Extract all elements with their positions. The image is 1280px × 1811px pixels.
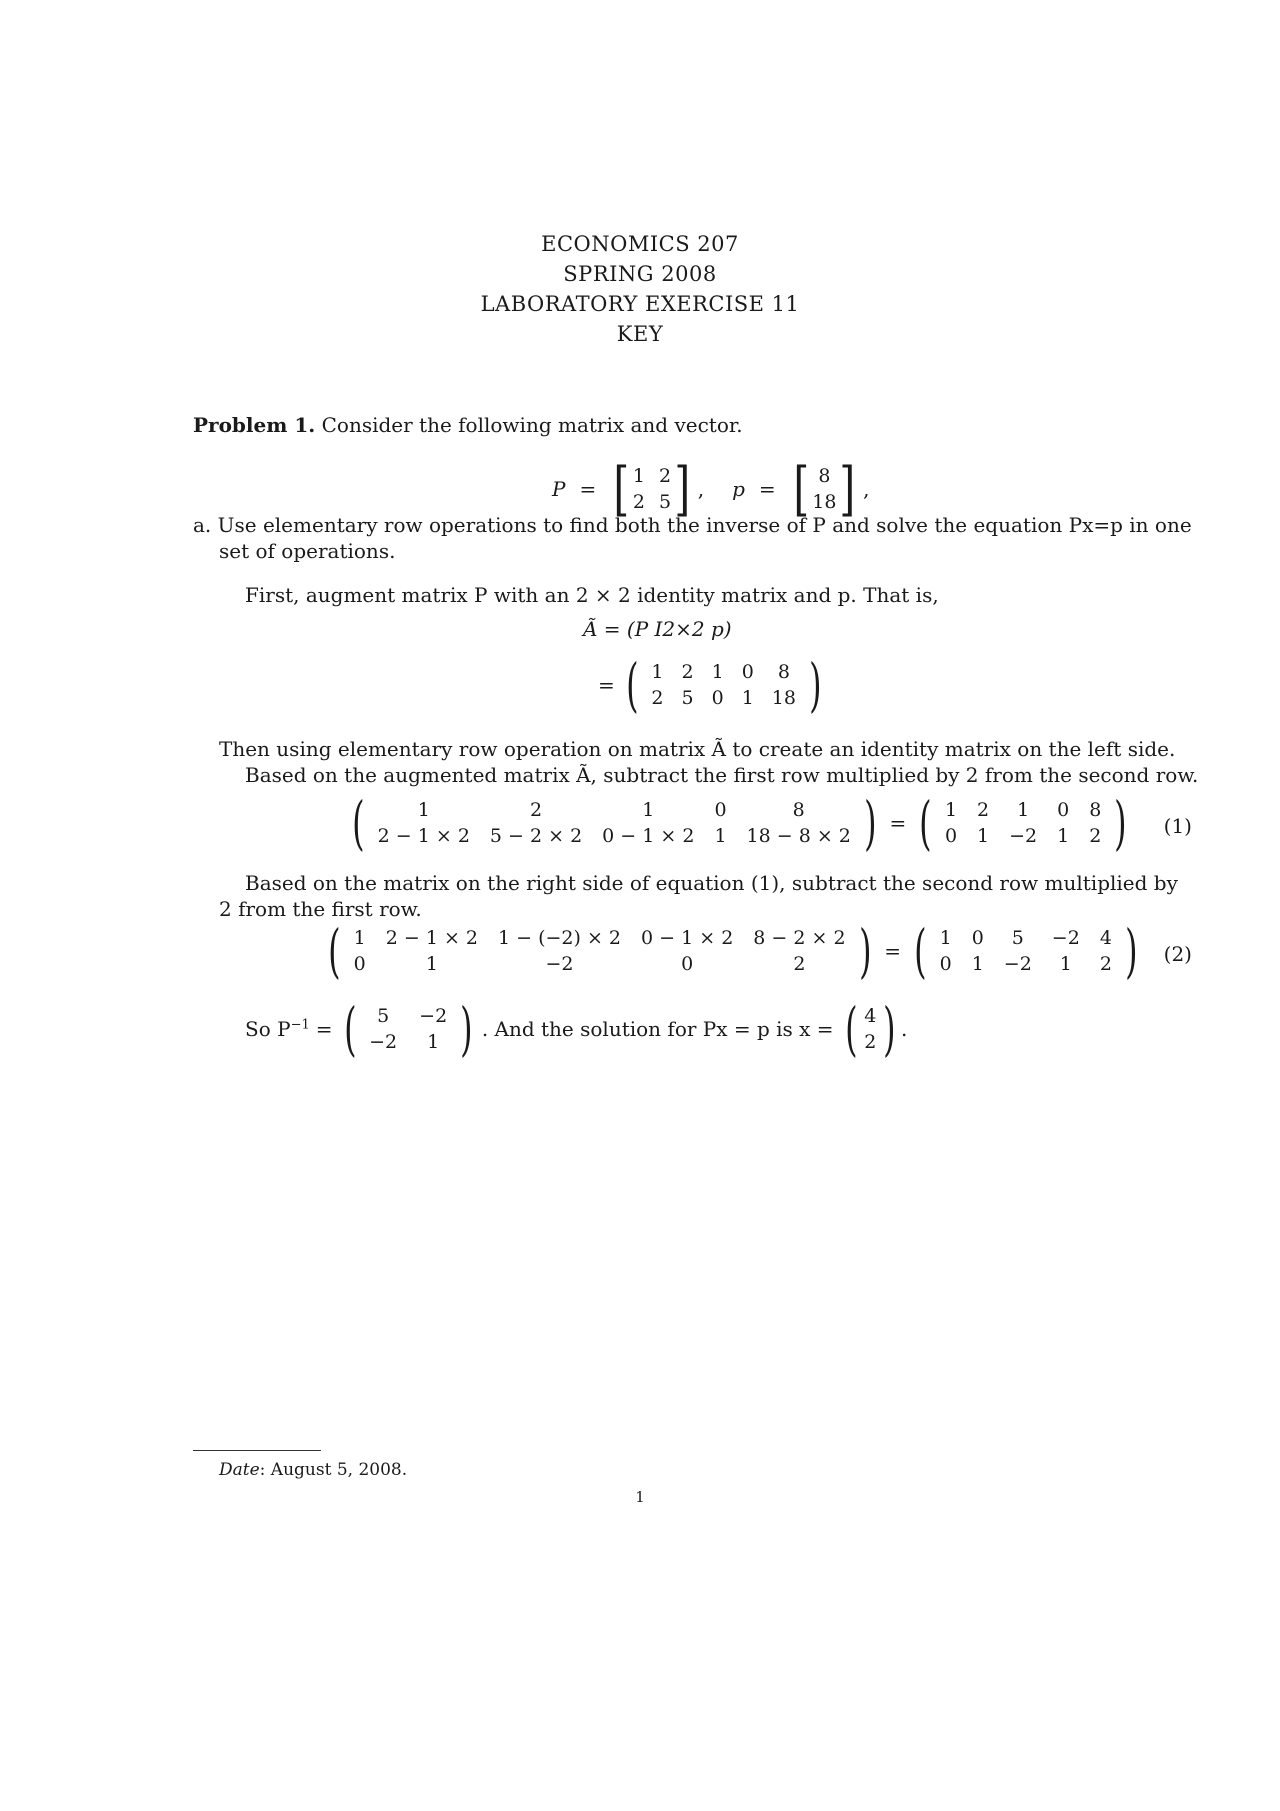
matrix-P — [633, 465, 671, 513]
matrix-cell: 5 — [1011, 927, 1024, 949]
title-course: ECONOMICS 207 — [541, 232, 739, 256]
matrix-cell: 5 — [658, 491, 672, 513]
step4-text: Based on the matrix on the right side of equation (1), subtract the second row multiplied by 2 from the first row. — [219, 871, 1178, 921]
matrix-cell: 2 — [681, 661, 694, 683]
part-a-question: a. Use elementary row operations to find both the inverse of P and solve the equation Px=p in one set of operations. — [193, 513, 1192, 563]
matrix-cell: 1 — [353, 927, 366, 949]
matrix-cell: 1 — [1057, 825, 1070, 847]
matrix-cell: 5 — [681, 687, 694, 709]
equation-1-number: (1) — [1163, 814, 1192, 838]
matrix-cell: 0 — [944, 825, 958, 847]
matrix-cell: 18 — [812, 491, 837, 513]
eq1-left-matrix — [370, 799, 859, 847]
matrix-cell: 2 — [529, 799, 543, 821]
matrix-cell: 4 — [864, 1005, 877, 1027]
matrix-cell: 1 — [971, 953, 984, 975]
matrix-cell: 8 − 2 × 2 — [753, 927, 846, 949]
matrix-cell: 2 — [658, 465, 672, 487]
matrix-cell: 8 — [818, 465, 831, 487]
matrix-cell: 1 — [632, 465, 645, 487]
matrix-cell: −2 — [369, 1031, 398, 1053]
matrix-cell: 1 — [741, 687, 754, 709]
matrix-cell: 2 — [864, 1031, 877, 1053]
step1-text: First, augment matrix P with an 2 × 2 identity matrix and p. That is, — [245, 583, 939, 607]
matrix-cell: 5 − 2 × 2 — [489, 825, 583, 847]
matrix-cell: 18 — [771, 687, 796, 709]
matrix-cell: 2 — [1099, 953, 1112, 975]
matrix-cell: 1 — [425, 953, 438, 975]
matrix-cell: 1 — [977, 825, 990, 847]
title-exercise: LABORATORY EXERCISE 11 — [480, 292, 800, 316]
augmented-matrix: = ( 1 2 1 0 8 2 5 0 1 18 ) — [598, 651, 822, 719]
matrix-cell: 1 — [714, 825, 727, 847]
page-number: 1 — [635, 1488, 645, 1506]
matrix-cell: −2 — [545, 953, 574, 975]
matrix-cell: 0 — [353, 953, 366, 975]
matrix-cell: 1 − (−2) × 2 — [498, 927, 622, 949]
matrix-cell: 0 — [971, 927, 984, 949]
matrix-cell: −2 — [1003, 953, 1032, 975]
problem-label: Problem 1. — [193, 413, 316, 437]
matrix-cell: −2 — [1051, 927, 1080, 949]
inverse-and-solution: So $P^{-1}$ = ( 5 −2 −2 1 ) . And the solution for Px = p is x = ( 4 2 ) . — [245, 995, 908, 1063]
matrix-cell: 0 − 1 × 2 — [602, 825, 695, 847]
matrix-cell: 1 — [944, 799, 958, 821]
matrix-cell: 1 — [939, 927, 952, 949]
matrix-cell: 0 — [714, 799, 727, 821]
inverse-lead: So $P^{-1}$ — [245, 1017, 310, 1041]
matrix-cell: 0 — [681, 953, 694, 975]
matrix-cell: 2 — [793, 953, 806, 975]
matrix-cell: −2 — [1009, 825, 1038, 847]
problem-intro-text: Consider the following matrix and vector. — [321, 413, 743, 437]
eq2-left-matrix — [346, 927, 854, 975]
inverse-matrix — [361, 1005, 455, 1053]
matrix-cell: 2 — [632, 491, 645, 513]
matrix-cell: 0 — [1057, 799, 1070, 821]
augmented-definition: Ã = (P I2×2 p) — [583, 617, 732, 641]
eq1-right-matrix — [937, 799, 1109, 847]
step3-text: Based on the augmented matrix Ã, subtract the first row multiplied by 2 from the second row. — [245, 763, 1199, 787]
matrix-cell: 1 — [417, 799, 430, 821]
matrix-cell: 1 — [427, 1031, 440, 1053]
equation-2: ( 1 2 − 1 × 2 1 − (−2) × 2 0 − 1 × 2 8 − 2 × 2 0 1 −2 0 2 ) = ( 1 0 5 −2 4 0 1 −2 1 2 ) — [328, 917, 1138, 985]
matrix-cell: 0 — [939, 953, 952, 975]
matrix-cell: 2 — [977, 799, 990, 821]
footnote-rule — [193, 1450, 321, 1451]
matrix-cell: 1 — [1017, 799, 1030, 821]
step2-text: Then using elementary row operation on matrix Ã to create an identity matrix on the left side. — [219, 737, 1176, 761]
matrix-cell: 1 — [651, 661, 664, 683]
equation-1: ( 1 2 1 0 8 2 − 1 × 2 5 − 2 × 2 0 − 1 × 2 1 18 − 8 × 2 ) = ( 1 2 1 0 8 0 1 −2 1 2 ) — [352, 789, 1127, 857]
matrix-cell: 0 — [711, 687, 724, 709]
P-symbol: P — [552, 477, 566, 501]
matrix-cell: 2 — [1089, 825, 1102, 847]
problem-intro — [193, 412, 743, 438]
matrix-cell: 2 − 1 × 2 — [385, 927, 478, 949]
matrix-cell: 2 − 1 × 2 — [377, 825, 470, 847]
footnote-date: Date: August 5, 2008. — [219, 1460, 408, 1480]
p-symbol: p — [732, 477, 745, 501]
matrix-cell: 1 — [642, 799, 655, 821]
matrix-cell: 2 — [651, 687, 664, 709]
matrix-cell: 5 — [377, 1005, 390, 1027]
given-equations: P = [ 1 2 2 5 ] , p = [ 8 18 ] , — [552, 455, 870, 523]
matrix-cell: 8 — [792, 799, 805, 821]
equation-2-number: (2) — [1163, 942, 1192, 966]
augmented-matrix-grid — [643, 661, 804, 709]
solution-text: . And the solution for Px = p is x = — [481, 1017, 834, 1041]
solution-vector — [862, 1005, 878, 1053]
matrix-cell: 8 — [777, 661, 790, 683]
title-term: SPRING 2008 — [563, 262, 717, 286]
matrix-cell: 1 — [1059, 953, 1072, 975]
matrix-cell: 4 — [1099, 927, 1112, 949]
matrix-cell: 1 — [711, 661, 724, 683]
matrix-cell: 0 − 1 × 2 — [641, 927, 734, 949]
vector-p — [812, 465, 836, 513]
matrix-cell: −2 — [419, 1005, 448, 1027]
matrix-cell: 8 — [1089, 799, 1102, 821]
matrix-cell: 0 — [741, 661, 754, 683]
matrix-cell: 18 − 8 × 2 — [746, 825, 851, 847]
eq2-right-matrix — [932, 927, 1120, 975]
title-key: KEY — [616, 322, 664, 346]
